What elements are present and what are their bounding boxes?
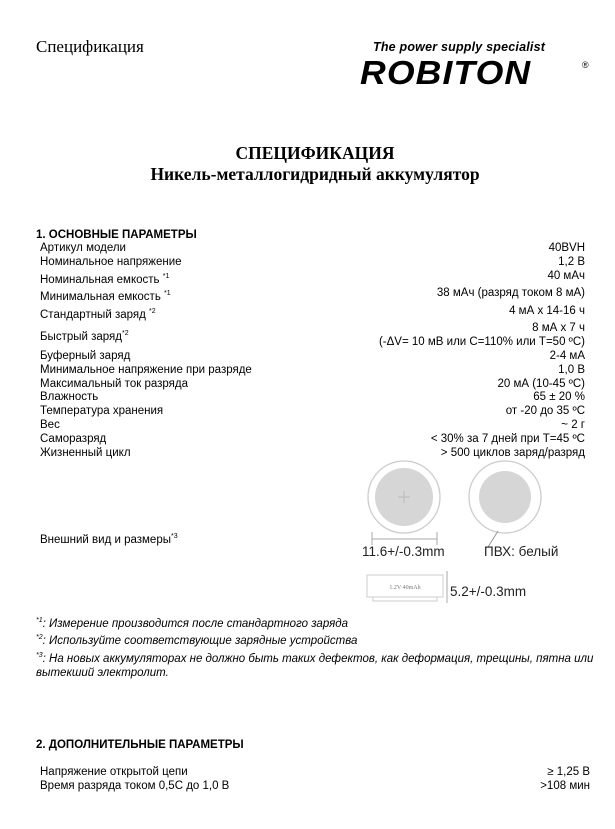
param-label-text: Номинальное напряжение bbox=[40, 255, 182, 268]
param-label bbox=[40, 350, 130, 364]
height-dimension: 5.2+/-0.3mm bbox=[450, 584, 527, 599]
table-row bbox=[40, 270, 585, 288]
param-value-text: 20 мА (10-45 ºС) bbox=[497, 377, 585, 390]
param-label-text: Минимальная емкость bbox=[40, 291, 165, 304]
table-row bbox=[40, 378, 585, 392]
param-value bbox=[509, 305, 585, 323]
table-row bbox=[40, 766, 590, 780]
param-value-text: 8 мА х 7 ч bbox=[532, 322, 585, 335]
param-label bbox=[40, 447, 131, 461]
footnotes bbox=[36, 614, 596, 680]
param-value-condition: (-ΔV= 10 мВ или С=110% или Т=50 ºС) bbox=[378, 336, 585, 349]
param-value bbox=[437, 287, 585, 305]
param-label bbox=[40, 419, 60, 433]
page-title: СПЕЦИФИКАЦИЯ bbox=[235, 143, 395, 163]
table-row bbox=[40, 350, 585, 364]
footnote bbox=[36, 649, 596, 681]
param-value bbox=[550, 350, 585, 364]
param-label-text: Быстрый заряд bbox=[40, 331, 122, 344]
param-label-text: Буферный заряд bbox=[40, 350, 131, 363]
footnote-text: : На новых аккумуляторах не должно быть таких дефектов, как деформация, трещины, пятна или вытекший электролит. bbox=[36, 652, 594, 679]
additional-parameters-table bbox=[40, 766, 590, 794]
registered-mark: ® bbox=[582, 60, 589, 70]
param-value bbox=[549, 242, 585, 256]
param-label bbox=[40, 287, 171, 305]
table-row bbox=[40, 322, 585, 350]
param-value bbox=[379, 322, 585, 350]
param-value-text: > 500 циклов заряд/разряд bbox=[440, 446, 585, 459]
param-value-text: < 30% за 7 дней при Т=45 ºС bbox=[430, 432, 585, 445]
param-label bbox=[40, 327, 129, 345]
param-value-text: 1,0 В bbox=[558, 363, 585, 376]
param-value bbox=[497, 378, 585, 392]
battery-bottom-view bbox=[469, 461, 541, 547]
param-label-text: Жизненный цикл bbox=[40, 446, 131, 459]
footnote-mark: *1 bbox=[162, 272, 170, 280]
table-row bbox=[40, 287, 585, 305]
param-label bbox=[40, 242, 126, 256]
table-row bbox=[40, 364, 585, 378]
param-label bbox=[40, 378, 188, 392]
document-label: Спецификация bbox=[36, 37, 144, 56]
diameter-dimension: 11.6+/-0.3mm bbox=[362, 544, 445, 559]
main-parameters-table bbox=[40, 242, 585, 460]
footnote-mark: *3 bbox=[36, 651, 43, 659]
footnote-mark: *2 bbox=[121, 330, 129, 338]
param-value bbox=[533, 391, 585, 405]
table-row bbox=[40, 391, 585, 405]
cell-marking: 1.2V 40mAh bbox=[389, 585, 421, 591]
footnote-mark: *2 bbox=[149, 307, 156, 315]
param-label: Напряжение открытой цепи bbox=[40, 766, 188, 778]
section2-heading: 2. ДОПОЛНИТЕЛЬНЫЕ ПАРАМЕТРЫ bbox=[36, 739, 244, 751]
table-row bbox=[40, 305, 585, 323]
param-value-text: от -20 до 35 ºС bbox=[505, 405, 585, 418]
param-label bbox=[40, 433, 106, 447]
param-value bbox=[547, 270, 585, 288]
param-label-text: Артикул модели bbox=[40, 242, 126, 254]
param-label-text: Саморазряд bbox=[40, 432, 107, 445]
section1-heading: 1. ОСНОВНЫЕ ПАРАМЕТРЫ bbox=[36, 229, 197, 241]
table-row bbox=[40, 780, 590, 794]
param-label: Время разряда током 0,5С до 1,0 В bbox=[40, 779, 230, 792]
battery-top-view bbox=[368, 461, 440, 545]
footnote-text: : Используйте соответствующие зарядные устройства bbox=[42, 635, 358, 648]
param-value-text: 4 мА х 14-16 ч bbox=[509, 304, 585, 317]
footnote-mark: *3 bbox=[171, 533, 178, 540]
footnote-text: : Измерение производится после стандартного заряда bbox=[42, 617, 348, 630]
brand-tagline: The power supply specialist bbox=[373, 40, 546, 54]
material-label: ПВХ: белый bbox=[484, 544, 559, 559]
param-value-text: 1,2 В bbox=[558, 255, 585, 268]
appearance-label bbox=[40, 533, 178, 546]
param-label-text: Минимальное напряжение при разряде bbox=[40, 363, 252, 376]
footnote-mark: *2 bbox=[36, 634, 43, 642]
table-row bbox=[40, 242, 585, 256]
appearance-label-text: Внешний вид и размеры bbox=[40, 533, 171, 546]
param-value bbox=[558, 256, 585, 270]
param-value bbox=[506, 405, 585, 419]
param-label-text: Влажность bbox=[40, 391, 99, 404]
table-row bbox=[40, 419, 585, 433]
param-label bbox=[40, 405, 163, 419]
param-label bbox=[40, 305, 156, 323]
param-value-text: 65 ± 20 % bbox=[533, 391, 585, 404]
param-label bbox=[40, 391, 98, 405]
table-row bbox=[40, 256, 585, 270]
footnote bbox=[36, 631, 596, 648]
param-label-text: Максимальный ток разряда bbox=[40, 377, 188, 390]
param-label-text: Вес bbox=[40, 419, 60, 432]
param-value-text: 38 мАч (разряд током 8 мА) bbox=[436, 287, 585, 300]
param-label bbox=[40, 270, 169, 288]
param-value-text: 2-4 мА bbox=[549, 350, 585, 363]
param-label bbox=[40, 364, 252, 378]
param-value-text: ~ 2 г bbox=[561, 419, 585, 432]
param-value bbox=[431, 433, 585, 447]
footnote bbox=[36, 614, 596, 631]
param-label-text: Температура хранения bbox=[40, 405, 164, 418]
param-label bbox=[40, 256, 182, 270]
param-label-text: Номинальная емкость bbox=[40, 273, 163, 286]
footnote-mark: *1 bbox=[164, 290, 171, 298]
table-row bbox=[40, 405, 585, 419]
param-value-text: 40 мАч bbox=[547, 269, 585, 282]
param-value: ≥ 1,25 В bbox=[547, 766, 590, 778]
param-value bbox=[558, 364, 585, 378]
param-value: >108 мин bbox=[540, 779, 590, 792]
param-value-text: 40BVH bbox=[548, 242, 585, 254]
battery-side-view bbox=[367, 571, 447, 603]
param-value bbox=[561, 419, 585, 433]
param-label-text: Стандартный заряд bbox=[40, 308, 150, 321]
footnote-mark: *1 bbox=[36, 617, 43, 624]
robiton-logo: ROBITON bbox=[360, 54, 532, 91]
table-row bbox=[40, 433, 585, 447]
page-subtitle: Никель-металлогидридный аккумулятор bbox=[150, 164, 480, 184]
